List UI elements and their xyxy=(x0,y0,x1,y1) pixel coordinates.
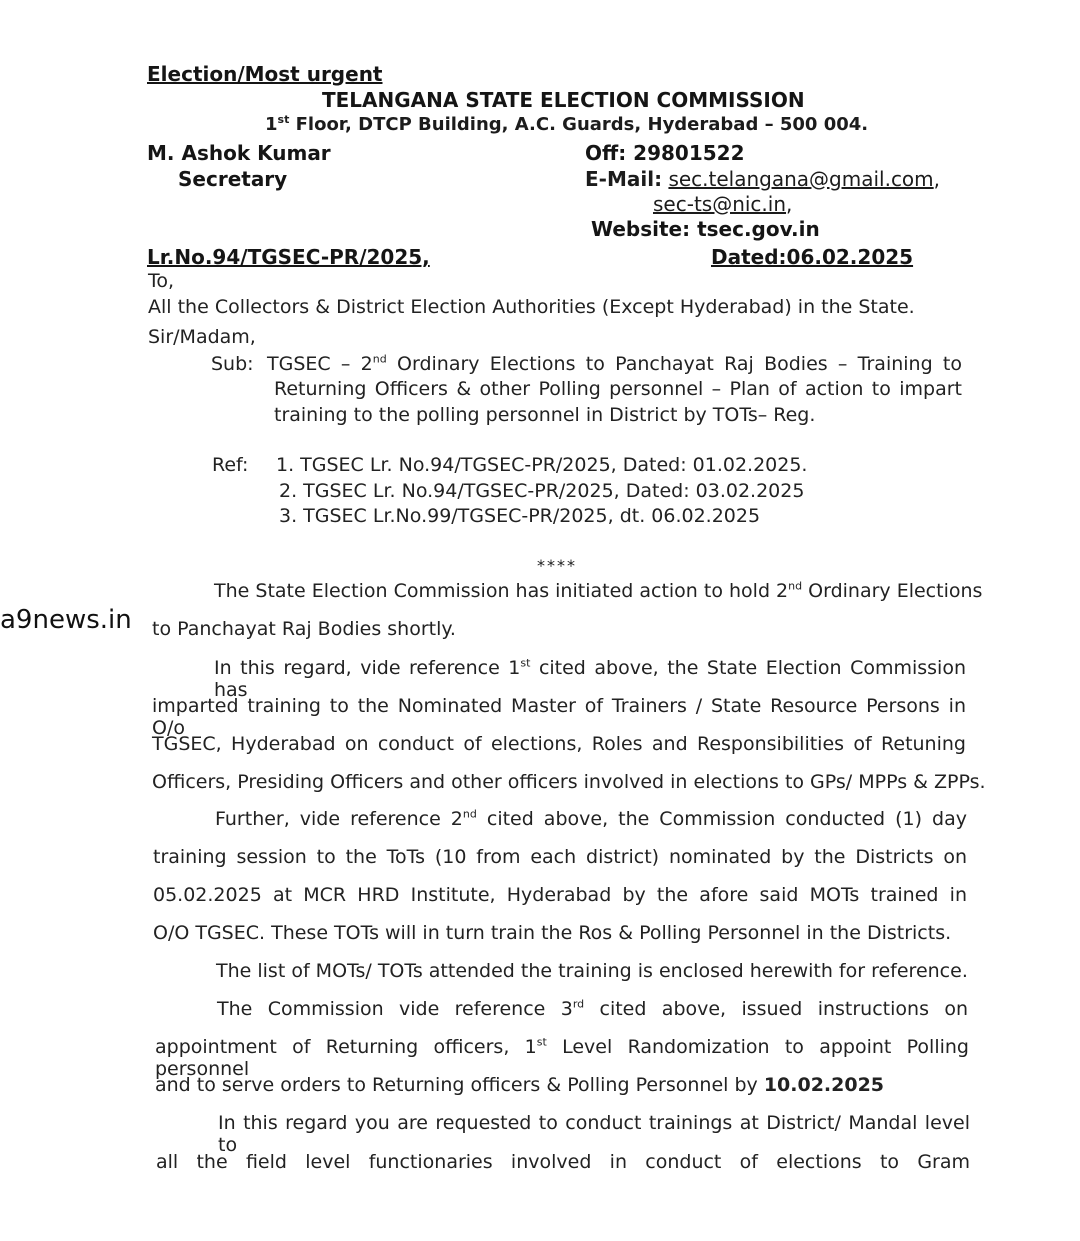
email-link-2-wrap: sec-ts@nic.in, xyxy=(653,192,793,216)
paragraph-5-line-3: and to serve orders to Returning officers & Polling Personnel by 10.02.2025 xyxy=(155,1074,885,1096)
paragraph-2-line-3: TGSEC, Hyderabad on conduct of elections, Roles and Responsibilities of Retuning xyxy=(152,733,966,755)
paragraph-6-line-2: all the field level functionaries involved in conduct of elections to Gram xyxy=(156,1151,970,1173)
paragraph-3-line-3: 05.02.2025 at MCR HRD Institute, Hyderabad by the afore said MOTs trained in xyxy=(153,884,967,906)
deadline-date: 10.02.2025 xyxy=(763,1074,885,1096)
organization-address: 1st Floor, DTCP Building, A.C. Guards, Hyderabad – 500 004. xyxy=(265,113,869,135)
paragraph-2-line-2: imparted training to the Nominated Master of Trainers / State Resource Persons in O/o xyxy=(152,695,966,739)
reference-item: 3. TGSEC Lr.No.99/TGSEC-PR/2025, dt. 06.02.2025 xyxy=(279,505,761,527)
separator: **** xyxy=(537,556,577,575)
reference-item: 2. TGSEC Lr. No.94/TGSEC-PR/2025, Dated: 03.02.2025 xyxy=(279,480,805,502)
to-label: To, xyxy=(148,270,175,292)
subject-label: Sub: xyxy=(211,353,254,375)
office-phone: Off: 29801522 xyxy=(585,141,745,165)
salutation: Sir/Madam, xyxy=(148,326,256,348)
subject-line-3: training to the polling personnel in District by TOTs– Reg. xyxy=(274,404,816,426)
officer-name: M. Ashok Kumar xyxy=(147,141,331,165)
letter-number: Lr.No.94/TGSEC-PR/2025, xyxy=(147,245,430,269)
email-link-2[interactable]: sec-ts@nic.in xyxy=(653,192,787,216)
paragraph-2-line-1: In this regard, vide reference 1st cited above, the State Election Commission has xyxy=(214,656,966,701)
subject-line-1: TGSEC – 2nd Ordinary Elections to Panchayat Raj Bodies – Training to xyxy=(267,352,962,375)
paragraph-1-line-1: The State Election Commission has initiated action to hold 2nd Ordinary Elections xyxy=(214,579,983,602)
email-link-1[interactable]: sec.telangana@gmail.com xyxy=(668,167,934,191)
paragraph-5-line-2: appointment of Returning officers, 1st Level Randomization to appoint Polling personnel xyxy=(155,1035,969,1080)
letter-date: Dated:06.02.2025 xyxy=(711,245,914,269)
officer-title: Secretary xyxy=(178,167,288,191)
paragraph-5-line-1: The Commission vide reference 3rd cited above, issued instructions on xyxy=(217,997,968,1020)
recipients: All the Collectors & District Election Authorities (Except Hyderabad) in the State. xyxy=(148,296,915,318)
paragraph-4-line-1: The list of MOTs/ TOTs attended the training is enclosed herewith for reference. xyxy=(216,960,968,982)
priority-label: Election/Most urgent xyxy=(147,62,383,86)
reference-item: 1. TGSEC Lr. No.94/TGSEC-PR/2025, Dated: 01.02.2025. xyxy=(276,454,808,476)
paragraph-3-line-1: Further, vide reference 2nd cited above, the Commission conducted (1) day xyxy=(215,807,967,830)
organization-name: TELANGANA STATE ELECTION COMMISSION xyxy=(322,88,805,112)
paragraph-3-line-2: training session to the ToTs (10 from each district) nominated by the Districts on xyxy=(153,846,967,868)
references-label: Ref: xyxy=(212,454,249,476)
email-block: E-Mail: sec.telangana@gmail.com, xyxy=(585,167,941,191)
website: Website: tsec.gov.in xyxy=(591,217,820,241)
paragraph-2-line-4: Officers, Presiding Officers and other officers involved in elections to GPs/ MPPs & ZPPs. xyxy=(152,771,986,793)
email-label: E-Mail: xyxy=(585,167,663,191)
watermark: a9news.in xyxy=(0,605,132,635)
paragraph-3-line-4: O/O TGSEC. These TOTs will in turn train the Ros & Polling Personnel in the Districts. xyxy=(153,922,952,944)
paragraph-1-line-2: to Panchayat Raj Bodies shortly. xyxy=(152,618,456,640)
paragraph-6-line-1: In this regard you are requested to conduct trainings at District/ Mandal level to xyxy=(218,1112,970,1156)
subject-line-2: Returning Officers & other Polling personnel – Plan of action to impart xyxy=(274,378,962,400)
